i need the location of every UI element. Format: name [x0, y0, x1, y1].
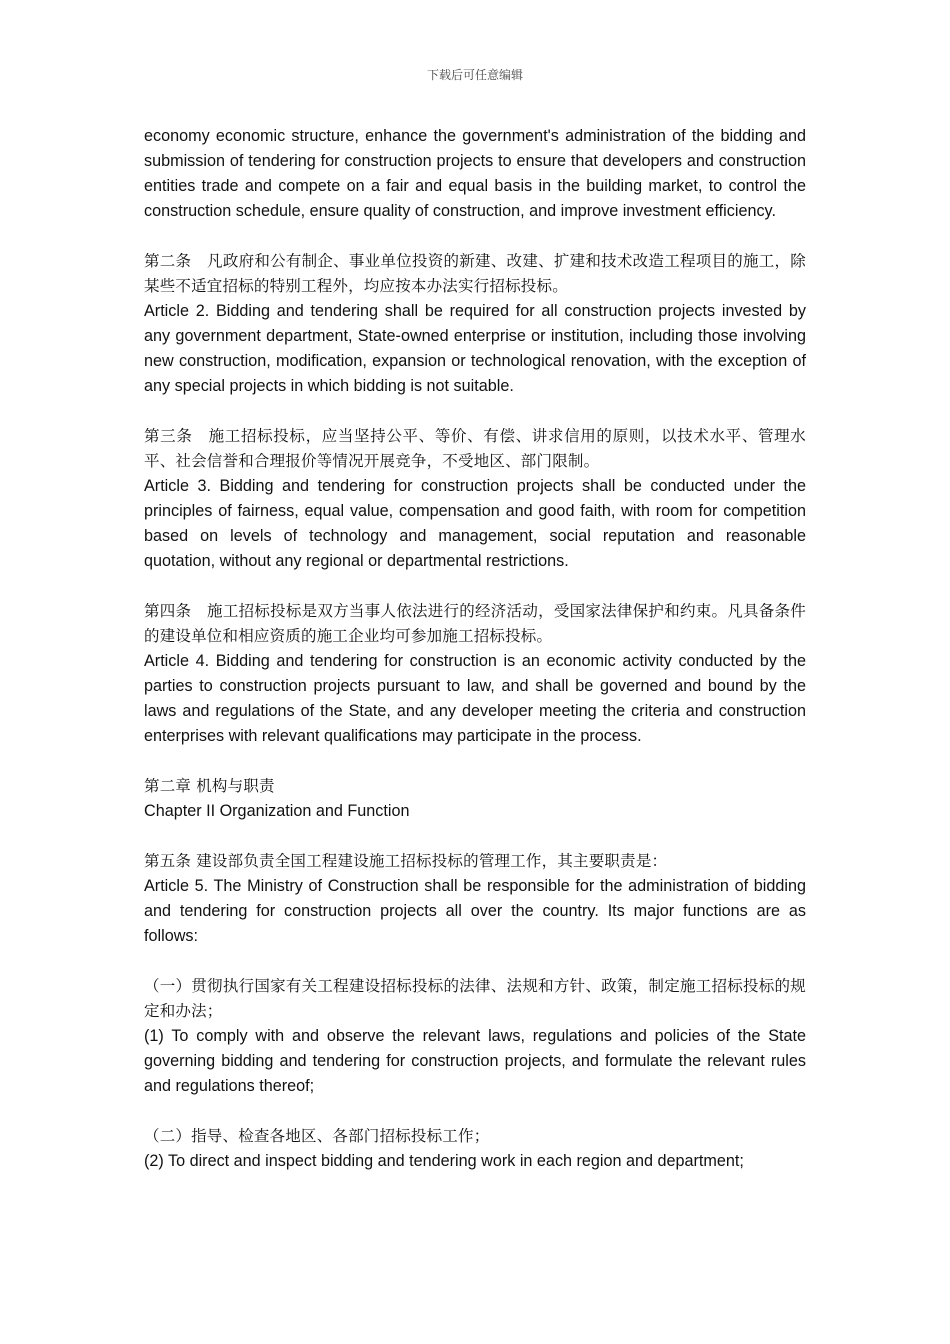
- item-2-zh: （二）指导、检查各地区、各部门招标投标工作；: [144, 1127, 490, 1145]
- page-header: 下载后可任意编辑: [426, 68, 523, 82]
- item-2-en: (2) To direct and inspect bidding and tendering work in each region and department;: [144, 1152, 744, 1170]
- article-3-en: Article 3. Bidding and tendering for construction projects shall be conducted under the principles of fairness, equal value, compensation and good faith, with room for competition based on levels of technology and management, social reputation and reasonable quotation, without any regional or departmental restrictions.: [144, 477, 806, 570]
- document-body: [144, 124, 806, 1174]
- article-5-zh: 第五条 建设部负责全国工程建设施工招标投标的管理工作，其主要职责是：: [144, 852, 668, 870]
- article-3-zh: 第三条 施工招标投标，应当坚持公平、等价、有偿、讲求信用的原则，以技术水平、管理水平、社会信誉和合理报价等情况开展竞争，不受地区、部门限制。: [144, 427, 806, 470]
- intro-paragraph-en: economy economic structure, enhance the government's administration of the bidding and submission of tendering for construction projects to ensure that developers and construction entities trade and compete on a fair and equal basis in the building market, to control the construction schedule, ensure quality of construction, and improve investment efficiency.: [144, 127, 806, 220]
- article-5-en: Article 5. The Ministry of Construction shall be responsible for the administration of bidding and tendering for construction projects all over the country. Its major functions are as follows:: [144, 877, 806, 945]
- article-4-zh: 第四条 施工招标投标是双方当事人依法进行的经济活动，受国家法律保护和约束。凡具备条件的建设单位和相应资质的施工企业均可参加施工招标投标。: [144, 602, 806, 645]
- article-4-en: Article 4. Bidding and tendering for construction is an economic activity conducted by the parties to construction projects pursuant to law, and shall be governed and bound by the laws and regulations of the State, and any developer meeting the criteria and construction enterprises with relevant qualifications may participate in the process.: [144, 652, 806, 745]
- chapter-2-heading-zh: 第二章 机构与职责: [144, 777, 275, 795]
- article-2-en: Article 2. Bidding and tendering shall be required for all construction projects invested by any government department, State-owned enterprise or institution, including those involving new construction, modification, expansion or technological renovation, with the exception of any special projects in which bidding is not suitable.: [144, 302, 806, 395]
- item-1-zh: （一）贯彻执行国家有关工程建设招标投标的法律、法规和方针、政策，制定施工招标投标的规定和办法；: [144, 977, 806, 1020]
- chapter-2-heading-en: Chapter II Organization and Function: [144, 802, 410, 820]
- item-1-en: (1) To comply with and observe the relevant laws, regulations and policies of the State governing bidding and tendering for construction projects, and formulate the relevant rules and regulations thereof;: [144, 1027, 806, 1095]
- article-2-zh: 第二条 凡政府和公有制企、事业单位投资的新建、改建、扩建和技术改造工程项目的施工，除某些不适宜招标的特别工程外，均应按本办法实行招标投标。: [144, 252, 806, 295]
